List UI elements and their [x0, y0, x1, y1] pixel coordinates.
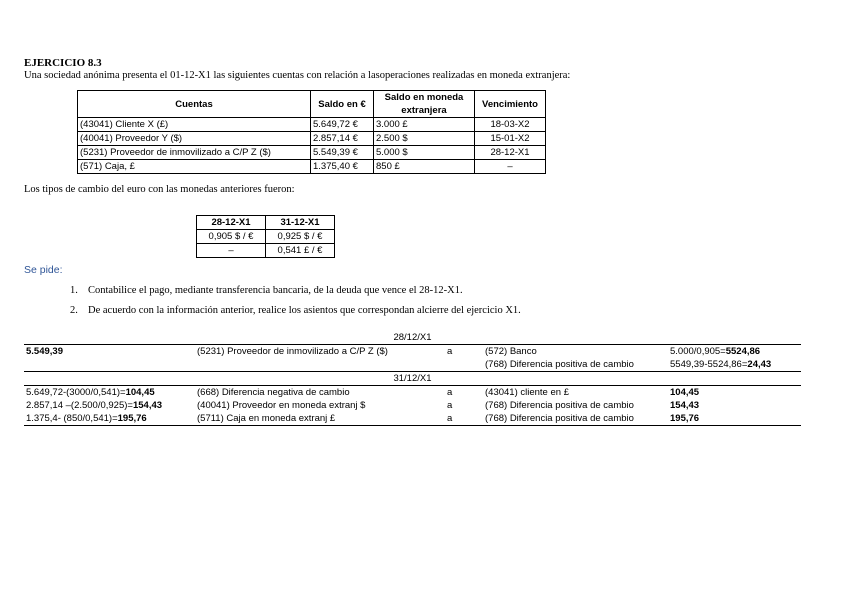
table-row	[78, 118, 546, 132]
journal-row	[24, 344, 801, 358]
debit-amount-prefix: 1.375,4- (850/0,541)=	[26, 413, 118, 424]
debit-amount: 5.549,39	[26, 346, 63, 357]
rates-table	[196, 215, 335, 258]
cell-account: (571) Caja, £	[78, 160, 311, 174]
debit-amount-value: 104,45	[125, 387, 155, 398]
credit-amount: 195,76	[670, 413, 700, 424]
rate-cell: 0,541 £ / €	[266, 244, 335, 258]
debit-account: (5231) Proveedor de inmovilizado a C/P Z ($)	[197, 346, 388, 357]
cell-saldo-moneda: 5.000 $	[374, 146, 475, 160]
a-connector: a	[447, 346, 453, 357]
intro-paragraph: Una sociedad anónima presenta el 01-12-X1 las siguientes cuentas con relación a lasoperaciones realizadas en moneda extranjera:	[24, 70, 571, 81]
debit-amount-prefix: 5.649,72-(3000/0,541)=	[26, 387, 126, 398]
debit-account: (5711) Caja en moneda extranj £	[197, 413, 336, 424]
cell-saldo-eur: 5.649,72 €	[311, 118, 374, 132]
credit-amount-prefix: 5.000/0,905=	[670, 346, 726, 357]
cell-vencimiento: 15-01-X2	[475, 132, 546, 146]
journal-row	[24, 386, 801, 399]
a-connector: a	[447, 413, 453, 424]
debit-account: (668) Diferencia negativa de cambio	[197, 387, 350, 398]
credit-amount-value: 5524,86	[725, 346, 761, 357]
credit-amount	[670, 345, 760, 358]
exercise-title: EJERCICIO 8.3	[24, 57, 102, 69]
credit-account: (768) Diferencia positiva de cambio	[485, 359, 634, 370]
journal-row	[24, 358, 801, 372]
header-date-2: 31-12-X1	[266, 216, 335, 230]
list-item-number: 2.	[70, 305, 78, 316]
debit-account: (40041) Proveedor en moneda extranj $	[197, 400, 366, 411]
debit-amount	[26, 412, 147, 425]
list-item-text: Contabilice el pago, mediante transferencia bancaria, de la deuda que vence el 28-12-X1.	[88, 285, 463, 296]
journal-date-label: 28/12/X1	[393, 332, 432, 343]
header-saldo-eur: Saldo en €	[311, 91, 374, 118]
credit-account: (572) Banco	[485, 346, 537, 357]
cell-saldo-eur: 5.549,39 €	[311, 146, 374, 160]
cell-account: (43041) Cliente X (£)	[78, 118, 311, 132]
credit-account: (43041) cliente en £	[485, 387, 569, 398]
header-vencimiento: Vencimiento	[475, 91, 546, 118]
debit-amount-value: 195,76	[117, 413, 147, 424]
cell-saldo-moneda: 3.000 £	[374, 118, 475, 132]
cell-account: (5231) Proveedor de inmovilizado a C/P Z ($)	[78, 146, 311, 160]
journal-date-label: 31/12/X1	[393, 373, 432, 384]
journal-entries	[24, 331, 801, 426]
debit-amount-value: 154,43	[132, 400, 163, 411]
journal-date	[24, 331, 801, 344]
cell-saldo-moneda: 2.500 $	[374, 132, 475, 146]
debit-amount	[26, 386, 155, 399]
list-item-text: De acuerdo con la información anterior, realice los asientos que correspondan alcierre del ejercicio X1.	[88, 305, 521, 316]
journal-row	[24, 399, 801, 412]
rate-cell: 0,905 $ / €	[197, 230, 266, 244]
debit-amount	[26, 399, 162, 412]
cell-vencimiento: 18-03-X2	[475, 118, 546, 132]
accounts-table	[77, 90, 546, 174]
accounts-table-header	[78, 91, 546, 118]
cell-vencimiento: –	[475, 160, 546, 174]
a-connector: a	[447, 387, 453, 398]
table-row	[78, 146, 546, 160]
credit-amount-prefix: 5549,39-5524,86=	[670, 359, 748, 370]
table-row	[197, 230, 335, 244]
credit-account: (768) Diferencia positiva de cambio	[485, 413, 634, 424]
credit-amount-value: 24,43	[747, 359, 772, 370]
table-row	[78, 160, 546, 174]
header-cuentas: Cuentas	[78, 91, 311, 118]
rates-table-header	[197, 216, 335, 230]
table-row	[197, 244, 335, 258]
se-pide-heading: Se pide:	[24, 264, 63, 276]
rate-cell: 0,925 $ / €	[266, 230, 335, 244]
a-connector: a	[447, 400, 453, 411]
credit-amount: 104,45	[670, 387, 700, 398]
credit-account: (768) Diferencia positiva de cambio	[485, 400, 634, 411]
list-item	[70, 285, 521, 296]
journal-date	[24, 372, 801, 386]
steps-list	[70, 285, 521, 325]
header-saldo-moneda: Saldo en moneda extranjera	[374, 91, 475, 118]
cell-saldo-eur: 1.375,40 €	[311, 160, 374, 174]
rates-intro: Los tipos de cambio del euro con las monedas anteriores fueron:	[24, 184, 295, 195]
credit-amount: 154,43	[670, 400, 700, 411]
cell-saldo-moneda: 850 £	[374, 160, 475, 174]
table-row	[78, 132, 546, 146]
cell-vencimiento: 28-12-X1	[475, 146, 546, 160]
cell-saldo-eur: 2.857,14 €	[311, 132, 374, 146]
cell-account: (40041) Proveedor Y ($)	[78, 132, 311, 146]
list-item-number: 1.	[70, 285, 78, 296]
rate-cell: –	[197, 244, 266, 258]
journal-row	[24, 412, 801, 426]
credit-amount	[670, 358, 771, 371]
header-date-1: 28-12-X1	[197, 216, 266, 230]
debit-amount-prefix: 2.857,14 –(2.500/0,925)=	[26, 400, 133, 411]
list-item	[70, 305, 521, 316]
